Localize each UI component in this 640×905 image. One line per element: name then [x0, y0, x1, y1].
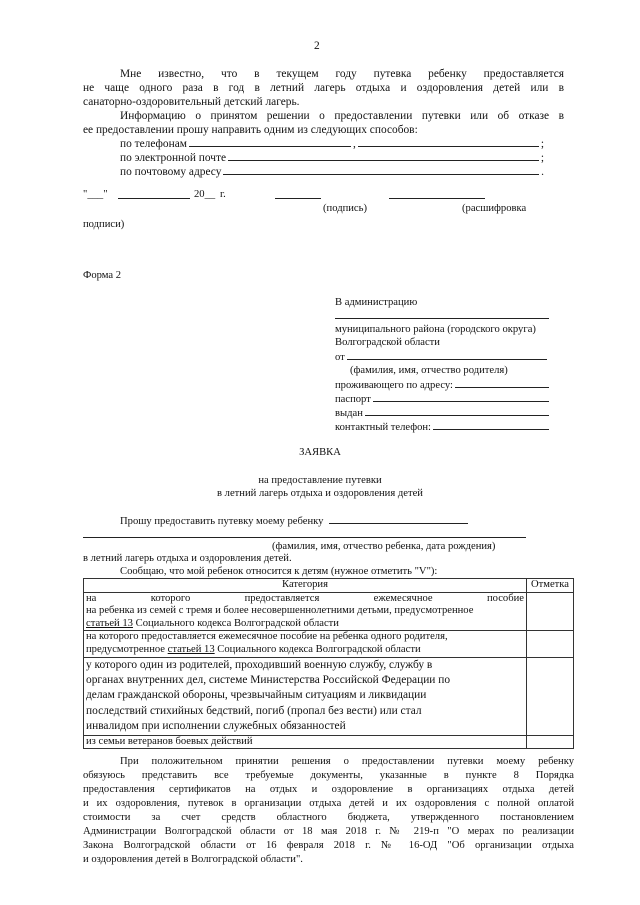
category-cell	[84, 592, 527, 631]
header-category: Категория	[84, 579, 527, 593]
closing-line-4: и их оздоровления, путевок в организации отдыха детей и их оздоровления с полной оплатой	[83, 798, 574, 809]
category-cell	[84, 631, 527, 657]
request-label: Прошу предоставить путевку моему ребенку	[120, 516, 324, 527]
issued-field[interactable]	[365, 406, 549, 416]
addressee-from-row	[335, 350, 549, 364]
signature-field[interactable]	[275, 198, 321, 199]
request-row	[120, 514, 470, 528]
row2-code: Социального кодекса Волгоградской области	[217, 643, 421, 655]
contact-phone-label: по телефонам	[120, 138, 187, 150]
row1-code: Социального кодекса Волгоградской области	[135, 617, 339, 629]
contact-post-label: по почтовому адресу	[120, 166, 222, 178]
contact-phone-row: по телефонам , ;	[120, 138, 544, 150]
row1-line-a: на которого предоставляется ежемесячное пособие	[86, 592, 524, 604]
addressee-municipal: муниципального района (городского округа)	[335, 324, 536, 335]
passport-field[interactable]	[373, 392, 549, 402]
addressee-phone-row	[335, 420, 551, 434]
closing-line-2: обязуюсь представить все требуемые документы, указанные в пункте 8 Порядка	[83, 770, 574, 781]
contact-email-label: по электронной почте	[120, 152, 227, 164]
date-year-suffix: г.	[220, 189, 226, 200]
camp-line: в летний лагерь отдыха и оздоровления детей.	[83, 553, 292, 564]
form-label: Форма 2	[83, 270, 122, 281]
addressee-phone-label: контактный телефон:	[335, 422, 432, 433]
addressee-to-admin: В администрацию	[335, 297, 418, 308]
row4-line: из семьи ветеранов боевых действий	[86, 735, 253, 747]
mark-checkbox[interactable]	[527, 735, 574, 749]
addressee-fio-hint: (фамилия, имя, отчество родителя)	[350, 365, 508, 376]
category-intro: Сообщаю, что мой ребенок относится к детям (нужное отметить "V"):	[120, 566, 438, 577]
category-table	[83, 578, 574, 749]
table-row	[84, 631, 574, 657]
row2-line-a: на которого предоставляется ежемесячное пособие на ребенка одного родителя,	[86, 631, 448, 643]
child-name-field[interactable]	[329, 514, 468, 524]
table-row	[84, 735, 574, 749]
parent-name-field[interactable]	[347, 350, 547, 360]
consent-line-2: не чаще одного раза в год в летний лагерь отдыха и оздоровления детей или в	[83, 82, 564, 94]
post-address-field[interactable]	[223, 165, 539, 175]
signature-decode-label-cont: подписи)	[83, 219, 125, 230]
row2-line-b	[86, 644, 524, 657]
document-subtitle-1: на предоставление путевки	[258, 475, 382, 486]
row1-article-link[interactable]: статьей 13	[86, 617, 133, 629]
addressee-from-label: от	[335, 352, 345, 363]
document-subtitle-2: в летний лагерь отдыха и оздоровления детей	[217, 488, 423, 499]
mark-checkbox[interactable]	[527, 631, 574, 657]
row1-line-c	[86, 618, 524, 631]
closing-line-8: и оздоровления детей в Волгоградской области".	[83, 854, 303, 865]
table-header-row	[84, 579, 574, 593]
date-month-field[interactable]	[118, 198, 190, 199]
closing-line-1: При положительном принятии решения о предоставлении путевки моему ребенку	[120, 756, 574, 767]
closing-line-7: Закона Волгоградской области от 16 февраля 2018 г. № 16-ОД "Об организации отдыха	[83, 840, 574, 851]
row3-line-d: последствий стихийных бедствий, погиб (пропал без вести) или стал	[86, 704, 422, 717]
closing-line-3: предоставления сертификатов на отдых и оздоровление в организациях отдыха детей	[83, 784, 574, 795]
row3-line-c: делам гражданской обороны, чрезвычайным ситуациям и ликвидации	[86, 689, 427, 702]
addressee-passport-row	[335, 392, 551, 406]
addressee-residing-label: проживающего по адресу:	[335, 380, 453, 391]
consent-line-5: ее предоставлении прошу направить одним из следующих способов:	[83, 124, 418, 136]
addressee-region: Волгоградской области	[335, 337, 440, 348]
header-mark: Отметка	[527, 579, 574, 593]
page-number: 2	[314, 40, 320, 52]
row3-line-a: у которого один из родителей, проходивший военную службу, службу в	[86, 658, 433, 671]
addressee-residing-row	[335, 378, 551, 392]
email-field[interactable]	[228, 151, 539, 161]
address-field[interactable]	[455, 378, 549, 388]
signature-decode-label: (расшифровка	[462, 203, 527, 214]
phone-field-2[interactable]	[358, 137, 539, 147]
admin-name-field[interactable]	[335, 318, 549, 319]
signature-decode-field[interactable]	[389, 198, 485, 199]
category-cell	[84, 657, 527, 735]
document-title: ЗАЯВКА	[299, 447, 341, 458]
contact-email-row: по электронной почте ;	[120, 152, 544, 164]
consent-line-3: санаторно-оздоровительный детский лагерь.	[83, 96, 300, 108]
mark-checkbox[interactable]	[527, 657, 574, 735]
mark-checkbox[interactable]	[527, 592, 574, 631]
addressee-passport-label: паспорт	[335, 394, 371, 405]
row2-article-link[interactable]: статьей 13	[167, 643, 215, 655]
consent-line-1: Мне известно, что в текущем году путевка ребенку предоставляется	[120, 68, 564, 80]
contact-post-row: по почтовому адресу .	[120, 166, 544, 178]
closing-line-6: Администрации Волгоградской области от 18 мая 2018 г. № 219-п "О мерах по реализации	[83, 826, 574, 837]
table-row	[84, 592, 574, 631]
row2-prefix: предусмотренное	[86, 643, 166, 655]
table-row	[84, 657, 574, 735]
contact-phone-field[interactable]	[433, 420, 549, 430]
signature-label: (подпись)	[323, 203, 367, 214]
addressee-issued-label: выдан	[335, 408, 363, 419]
date-day: "___"	[83, 189, 108, 200]
row3-line-e: инвалидом при исполнении служебных обязанностей	[86, 720, 346, 733]
consent-line-4: Информацию о принятом решении о предоставлении путевки или об отказе в	[120, 110, 564, 122]
row1-line-b: на ребенка из семей с тремя и более несовершеннолетними детьми, предусмотренное	[86, 605, 474, 617]
child-hint: (фамилия, имя, отчество ребенка, дата рождения)	[272, 541, 496, 552]
category-cell	[84, 735, 527, 749]
closing-line-5: стоимости за счет средств областного бюджета, утвержденного постановлением	[83, 812, 574, 823]
addressee-issued-row	[335, 406, 551, 420]
row3-line-b: органах внутренних дел, системе Министерства Российской Федерации по	[86, 673, 451, 686]
date-year-prefix: 20__	[194, 189, 216, 200]
phone-field[interactable]	[189, 137, 351, 147]
child-details-field[interactable]	[83, 537, 526, 538]
